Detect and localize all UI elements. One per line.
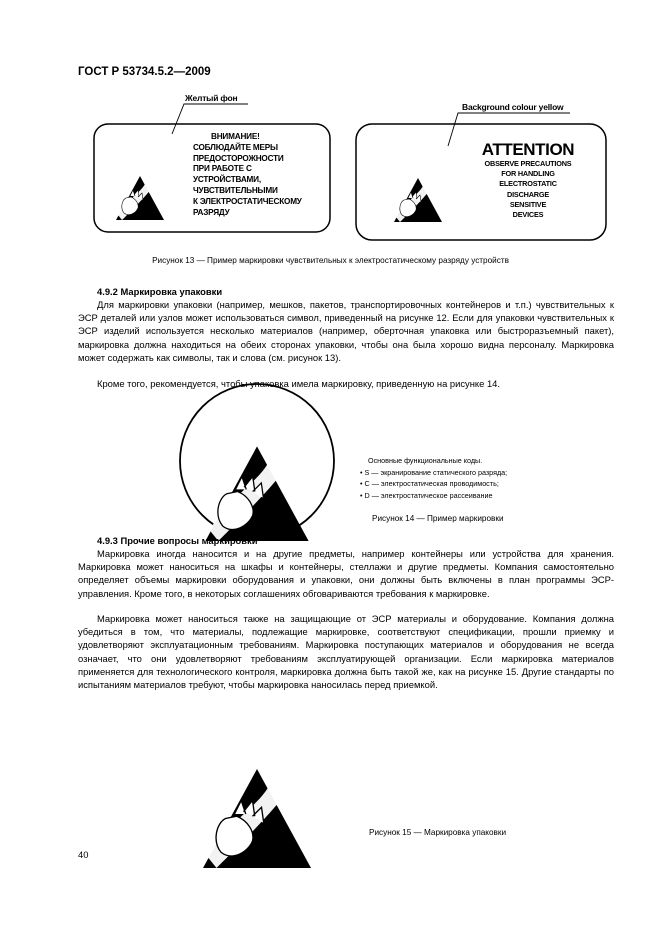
left-sign-line: К ЭЛЕКТРОСТАТИЧЕСКОМУ	[193, 196, 302, 206]
code-item: • S — экранирование статического разряда;	[360, 467, 508, 477]
code-item: • C — электростатическая проводимость;	[360, 479, 499, 489]
figure14-caption: Рисунок 14 — Пример маркировки	[372, 514, 504, 523]
code-item: • D — электростатическое рассеивание	[360, 490, 493, 500]
left-sign-line: ВНИМАНИЕ!	[211, 132, 260, 141]
right-sign-line: SENSITIVE	[509, 199, 547, 209]
figure15-caption: Рисунок 15 — Маркировка упаковки	[369, 828, 507, 837]
right-sign-line: ELECTROSTATIC	[499, 179, 557, 189]
document-header: ГОСТ Р 53734.5.2—2009	[78, 66, 211, 78]
right-sign-line: DISCHARGE	[507, 189, 549, 199]
left-sign-line: РАЗРЯДУ	[193, 207, 230, 217]
section-492-paragraph: Кроме того, рекомендуется, чтобы упаковка имела маркировку, приведенную на рисунке 14.	[97, 378, 500, 389]
page-number: 40	[78, 849, 89, 860]
figure13-caption: Рисунок 13 — Пример маркировки чувствительных к электростатическому разряду устройств	[152, 256, 509, 265]
left-sign-line: ПРИ РАБОТЕ С	[193, 164, 252, 174]
section-493-paragraph: Маркировка может наноситься также на защищающие от ЭСР материалы и оборудование. Компания должна убедиться в том, что материалы, подлежащие маркировке, соответствуют спецификации, прошли приемку и удовлетворяют эксплуатационным требованиям. Маркировка поступающих материалов и оборудования не всегда означает, что они удовлетворяют требованиям эксплуатирующей организации. Если маркировка материалов применяется для технологического контроля, маркировка должна быть такой же, как на рисунке 15. Другие стандарты по испытаниям материалов требуют, чтобы маркировка наносилась перед приемкой.	[78, 613, 614, 691]
section-492-paragraph: Для маркировки упаковки (например, мешков, пакетов, транспортировочных контейнеров и т.п.) чувствительных к ЭСР деталей или узлов может использоваться символ, приведенный на рисунке 12. Если для упаковки чувствительных к ЭСР изделий используется несколько материалов (например, оберточная упаковка или быстроразъемный пакет), маркировка должна находиться на обеих сторонах упаковки, чтобы она была хорошо видна персоналу. Маркировка может содержать как символы, так и слова (см. рисунок 13).	[78, 299, 614, 363]
left-sign-line: УСТРОЙСТВАМИ,	[193, 175, 261, 185]
right-callout-label: Background colour yellow	[462, 102, 564, 112]
section-492-heading: 4.9.2 Маркировка упаковки	[97, 286, 223, 297]
section-493-paragraph: Маркировка иногда наносится и на другие предметы, например контейнеры или устройства для хранения. Маркировка может наноситься на шкафы и контейнеры, стеллажи и другие предметы. Компания самостоятельно определяет объемы маркировки оборудования и упаковки, они должны быть включены в план программы ЭСР-управления. Кроме того, в некоторых соглашениях обговариваются требования к маркировке.	[78, 548, 614, 599]
left-sign-line: СОБЛЮДАЙТЕ МЕРЫ	[193, 142, 278, 152]
left-sign-line: ПРЕДОСТОРОЖНОСТИ	[193, 153, 284, 163]
section-493-heading: 4.9.3 Прочие вопросы маркировки	[97, 535, 258, 546]
right-sign-line: OBSERVE PRECAUTIONS	[484, 159, 572, 168]
right-sign-title: ATTENTION	[481, 140, 575, 159]
codes-title: Основные функциональные коды.	[368, 456, 483, 465]
right-sign-line: DEVICES	[512, 210, 544, 220]
right-sign-line: FOR HANDLING	[501, 169, 555, 179]
left-callout-label: Желтый фон	[185, 93, 238, 103]
left-sign-line: ЧУВСТВИТЕЛЬНЫМИ	[193, 185, 278, 195]
